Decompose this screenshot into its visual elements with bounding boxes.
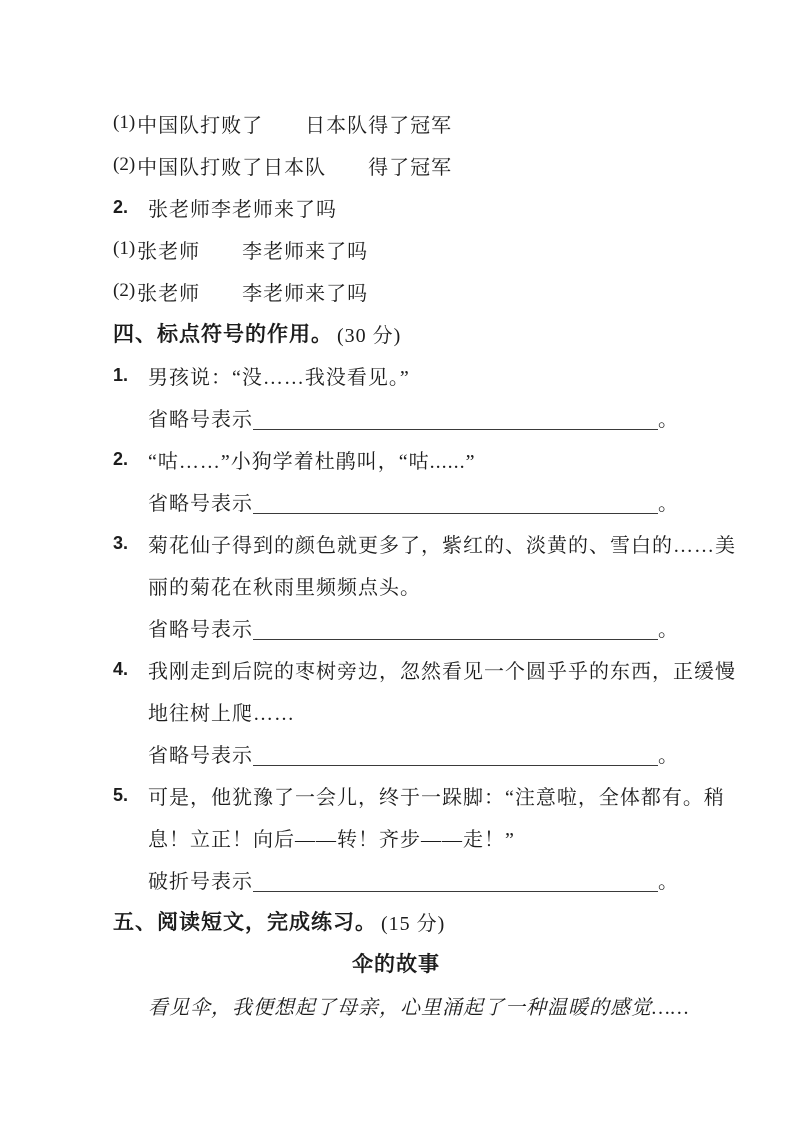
option-label: (1) <box>113 112 136 133</box>
section4-q4-stem-line1 <box>113 648 736 690</box>
section-title: 四、标点符号的作用。 <box>113 323 333 346</box>
option-text: 中国队打败了日本队 得了冠军 <box>137 156 453 179</box>
question-number: 4. <box>113 658 129 679</box>
question-text: 息！立正！向后——转！齐步——走！” <box>148 828 515 851</box>
section4-q1-answer-line <box>113 396 679 438</box>
question1-option-1 <box>113 102 679 144</box>
question-text: 可是，他犹豫了一会儿，终于一跺脚：“注意啦，全体都有。稍 <box>148 786 725 809</box>
option-text: 中国队打败了 日本队得了冠军 <box>137 114 453 137</box>
passage-title-line <box>113 942 679 984</box>
section4-q5-stem-line1 <box>113 774 725 816</box>
question-text: 地往树上爬…… <box>148 702 295 725</box>
answer-label: 省略号表示 <box>148 744 253 767</box>
answer-blank-line <box>253 639 658 640</box>
section4-q5-answer-line <box>113 858 679 900</box>
question2-stem <box>113 186 679 228</box>
question-text: 我刚走到后院的枣树旁边，忽然看见一个圆乎乎的东西，正缓慢 <box>148 660 736 683</box>
section4-q3-answer-line <box>113 606 679 648</box>
page-content <box>113 102 736 1026</box>
section4-q3-stem-line1 <box>113 522 736 564</box>
question-number: 3. <box>113 532 129 553</box>
answer-period: 。 <box>658 408 679 431</box>
section5-heading <box>113 900 679 942</box>
answer-label: 省略号表示 <box>148 408 253 431</box>
question-number: 2. <box>113 196 129 217</box>
section4-q1-stem <box>113 354 679 396</box>
option-text: 张老师 李老师来了吗 <box>137 240 369 263</box>
answer-blank-line <box>253 891 658 892</box>
section4-heading <box>113 312 679 354</box>
section4-q2-stem <box>113 438 679 480</box>
answer-period: 。 <box>658 618 679 641</box>
passage-opening-line <box>113 984 690 1026</box>
section-score: (15 分) <box>381 912 446 935</box>
answer-blank-line <box>253 513 658 514</box>
answer-blank-line <box>253 429 658 430</box>
option-label: (2) <box>113 280 136 301</box>
section4-q3-stem-line2 <box>113 564 679 606</box>
question2-option-2 <box>113 270 679 312</box>
answer-label: 破折号表示 <box>148 870 253 893</box>
section-score: (30 分) <box>337 324 402 347</box>
answer-period: 。 <box>658 870 679 893</box>
section-title: 五、阅读短文，完成练习。 <box>113 911 377 934</box>
section4-q2-answer-line <box>113 480 679 522</box>
question-number: 2. <box>113 448 129 469</box>
answer-period: 。 <box>658 492 679 515</box>
question-number: 1. <box>113 364 129 385</box>
question-text: 丽的菊花在秋雨里频频点头。 <box>148 576 421 599</box>
passage-text: 看见伞，我便想起了母亲，心里涌起了一种温暖的感觉…… <box>148 996 690 1019</box>
question-text: 张老师李老师来了吗 <box>148 198 337 221</box>
section4-q4-stem-line2 <box>113 690 679 732</box>
question-text: 菊花仙子得到的颜色就更多了，紫红的、淡黄的、雪白的……美 <box>148 534 736 557</box>
answer-label: 省略号表示 <box>148 618 253 641</box>
answer-blank-line <box>253 765 658 766</box>
answer-label: 省略号表示 <box>148 492 253 515</box>
question2-option-1 <box>113 228 679 270</box>
question-text: 男孩说：“没……我没看见。” <box>148 366 410 389</box>
question-number: 5. <box>113 784 129 805</box>
question1-option-2 <box>113 144 679 186</box>
section4-q4-answer-line <box>113 732 679 774</box>
passage-title: 伞的故事 <box>352 953 440 976</box>
option-label: (2) <box>113 154 136 175</box>
question-text: “咕……”小狗学着杜鹃叫，“咕......” <box>148 450 476 473</box>
option-text: 张老师 李老师来了吗 <box>137 282 369 305</box>
option-label: (1) <box>113 238 136 259</box>
section4-q5-stem-line2 <box>113 816 679 858</box>
answer-period: 。 <box>658 744 679 767</box>
